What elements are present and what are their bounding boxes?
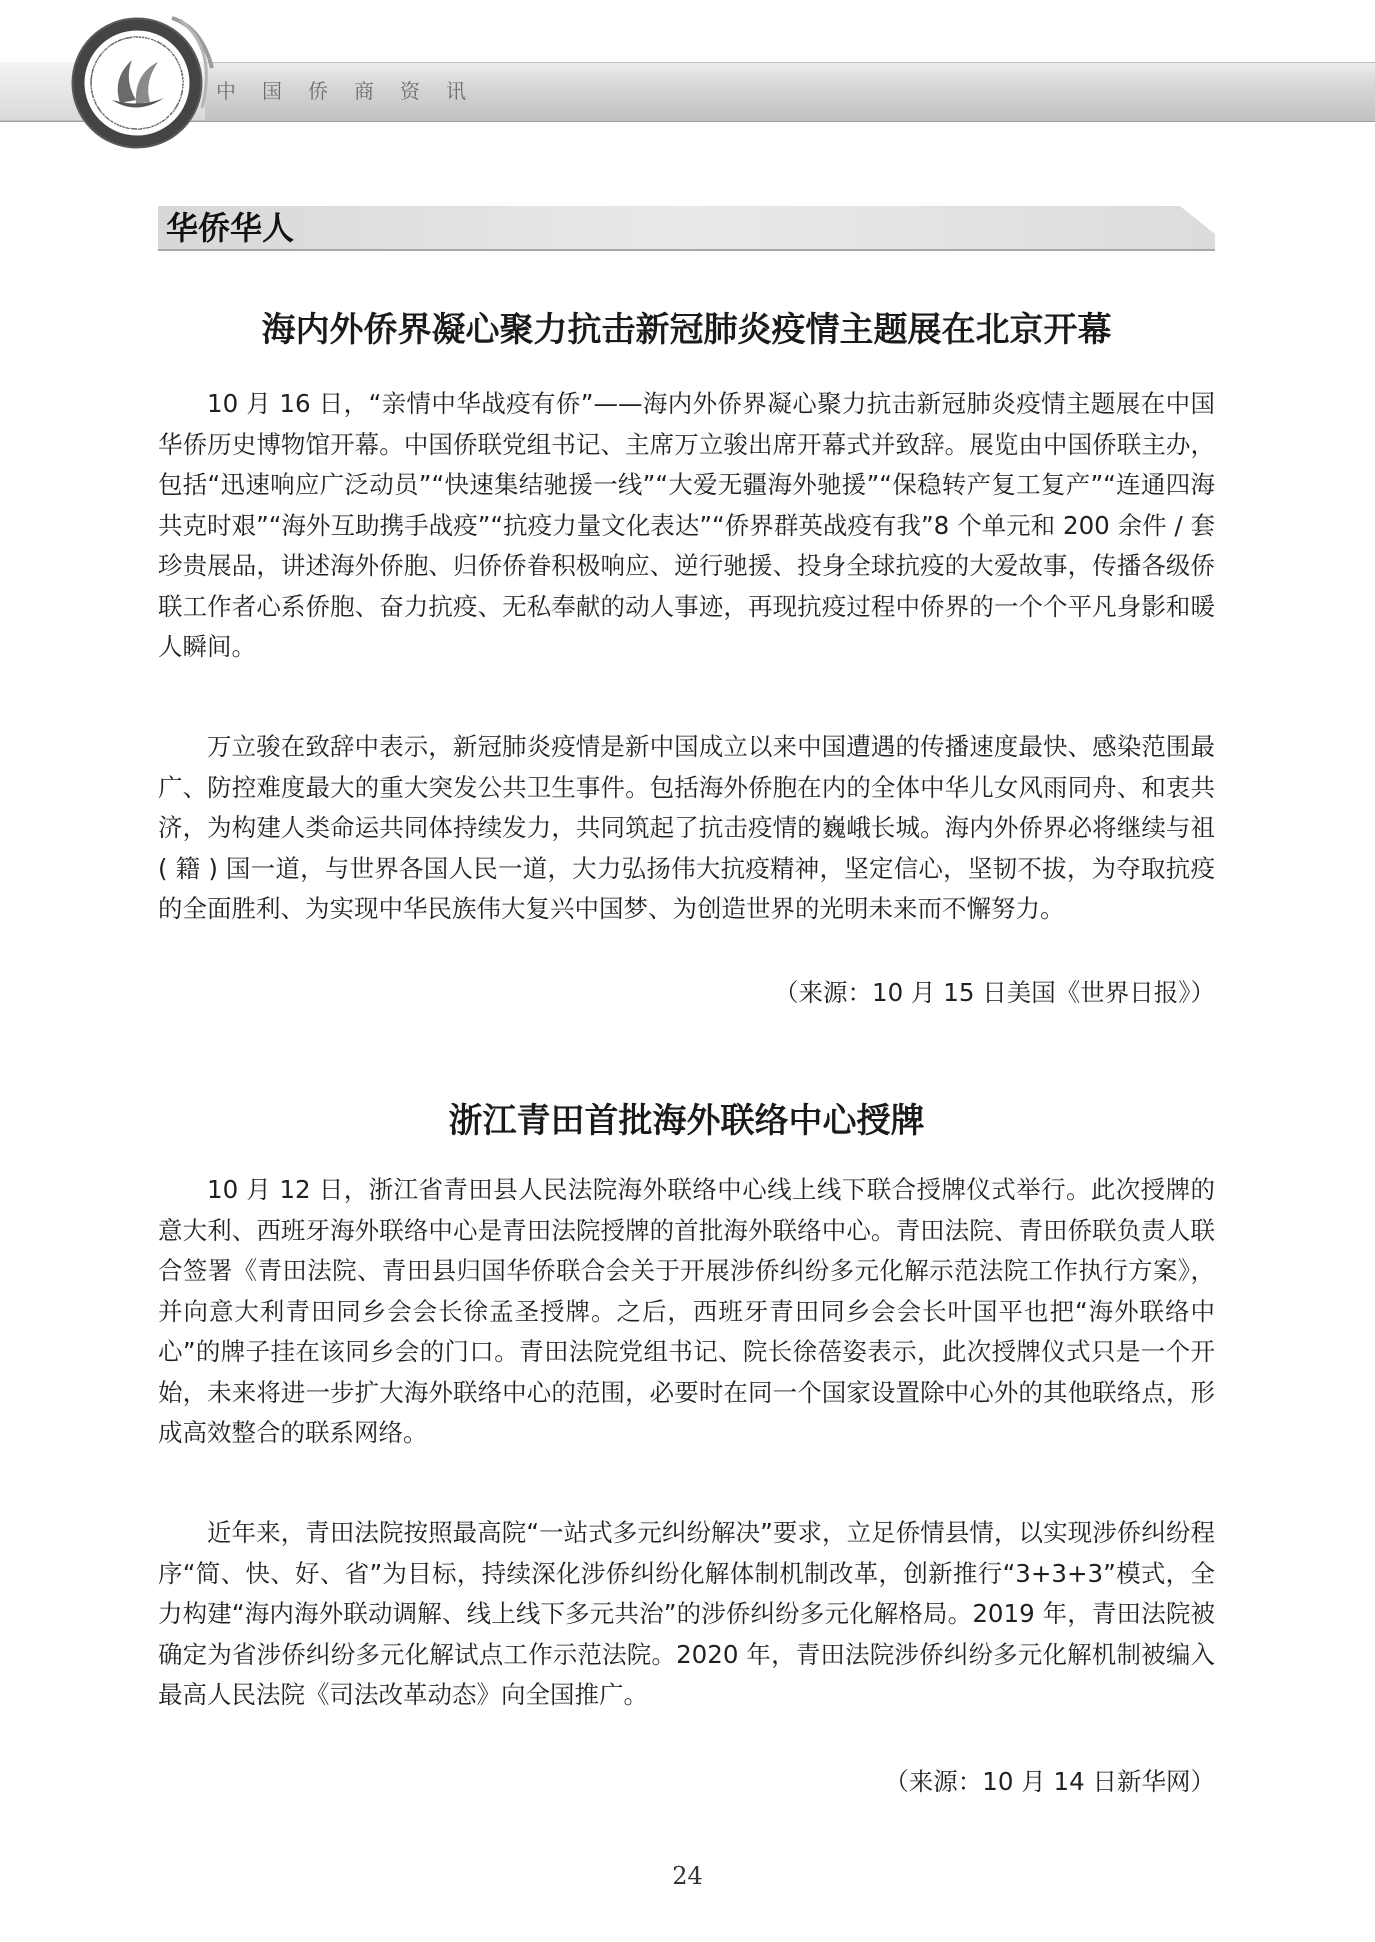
page-number: 24 bbox=[672, 1862, 703, 1890]
section-bar-background bbox=[158, 206, 1215, 251]
logo-emblem-icon bbox=[52, 8, 222, 158]
section-bar bbox=[158, 206, 1215, 251]
article-paragraph: 近年来，青田法院按照最高院“一站式多元纠纷解决”要求，立足侨情县情，以实现涉侨纠纷程序“简、快、好、省”为目标，持续深化涉侨纠纷化解体制机制改革，创新推行“3+3+3”模式，全力构建“海内海外联动调解、线上线下多元共治”的涉侨纠纷多元化解格局。2019 年，青田法院被确定为省涉侨纠纷多元化解试点工作示范法院。2020 年，青田法院涉侨纠纷多元化解机制被编入最高人民法院《司法改革动态》向全国推广。 bbox=[158, 1518, 1215, 1709]
logo-ring-text: 中国侨商联合会 CHINA FEDERATION OF OVERSEAS CHINESE ENTR bbox=[85, 31, 189, 135]
logo bbox=[52, 8, 222, 158]
article-paragraph: 10 月 16 日，“亲情中华战疫有侨”——海内外侨界凝心聚力抗击新冠肺炎疫情主题展在中国华侨历史博物馆开幕。中国侨联党组书记、主席万立骏出席开幕式并致辞。展览由中国侨联主办，包括“迅速响应广泛动员”“快速集结驰援一线”“大爱无疆海外驰援”“保稳转产复工复产”“连通四海共克时艰”“海外互助携手战疫”“抗疫力量文化表达”“侨界群英战疫有我”8 个单元和 200 余件 / 套珍贵展品，讲述海外侨胞、归侨侨眷积极响应、逆行驰援、投身全球抗疫的大爱故事，传播各级侨联工作者心系侨胞、奋力抗疫、无私奉献的动人事迹，再现抗疫过程中侨界的一个个平凡身影和暖人瞬间。 bbox=[158, 389, 1215, 661]
article-title: 海内外侨界凝心聚力抗击新冠肺炎疫情主题展在北京开幕 bbox=[261, 310, 1112, 350]
section-title: 华侨华人 bbox=[166, 209, 295, 247]
article-source: （来源：10 月 14 日新华网） bbox=[884, 1767, 1215, 1796]
article-source: （来源：10 月 15 日美国《世界日报》） bbox=[774, 978, 1215, 1007]
article-paragraph: 万立骏在致辞中表示，新冠肺炎疫情是新中国成立以来中国遭遇的传播速度最快、感染范围最广、防控难度最大的重大突发公共卫生事件。包括海外侨胞在内的全体中华儿女风雨同舟、和衷共济，为构建人类命运共同体持续发力，共同筑起了抗击疫情的巍峨长城。海内外侨界必将继续与祖 ( 籍 ) 国一道，与世界各国人民一道，大力弘扬伟大抗疫精神，坚定信心，坚韧不拔，为夺取抗疫的全面胜利、为实现中华民族伟大复兴中国梦、为创造世界的光明未来而不懈努力。 bbox=[158, 732, 1215, 923]
publication-title: 中国侨商资讯 bbox=[216, 79, 492, 103]
article-title: 浙江青田首批海外联络中心授牌 bbox=[448, 1101, 925, 1141]
article-paragraph: 10 月 12 日，浙江省青田县人民法院海外联络中心线上线下联合授牌仪式举行。此次授牌的意大利、西班牙海外联络中心是青田法院授牌的首批海外联络中心。青田法院、青田侨联负责人联合签署《青田法院、青田县归国华侨联合会关于开展涉侨纠纷多元化解示范法院工作执行方案》，并向意大利青田同乡会会长徐孟圣授牌。之后，西班牙青田同乡会会长叶国平也把“海外联络中心”的牌子挂在该同乡会的门口。青田法院党组书记、院长徐蓓姿表示，此次授牌仪式只是一个开始，未来将进一步扩大海外联络中心的范围，必要时在同一个国家设置除中心外的其他联络点，形成高效整合的联系网络。 bbox=[158, 1175, 1215, 1447]
